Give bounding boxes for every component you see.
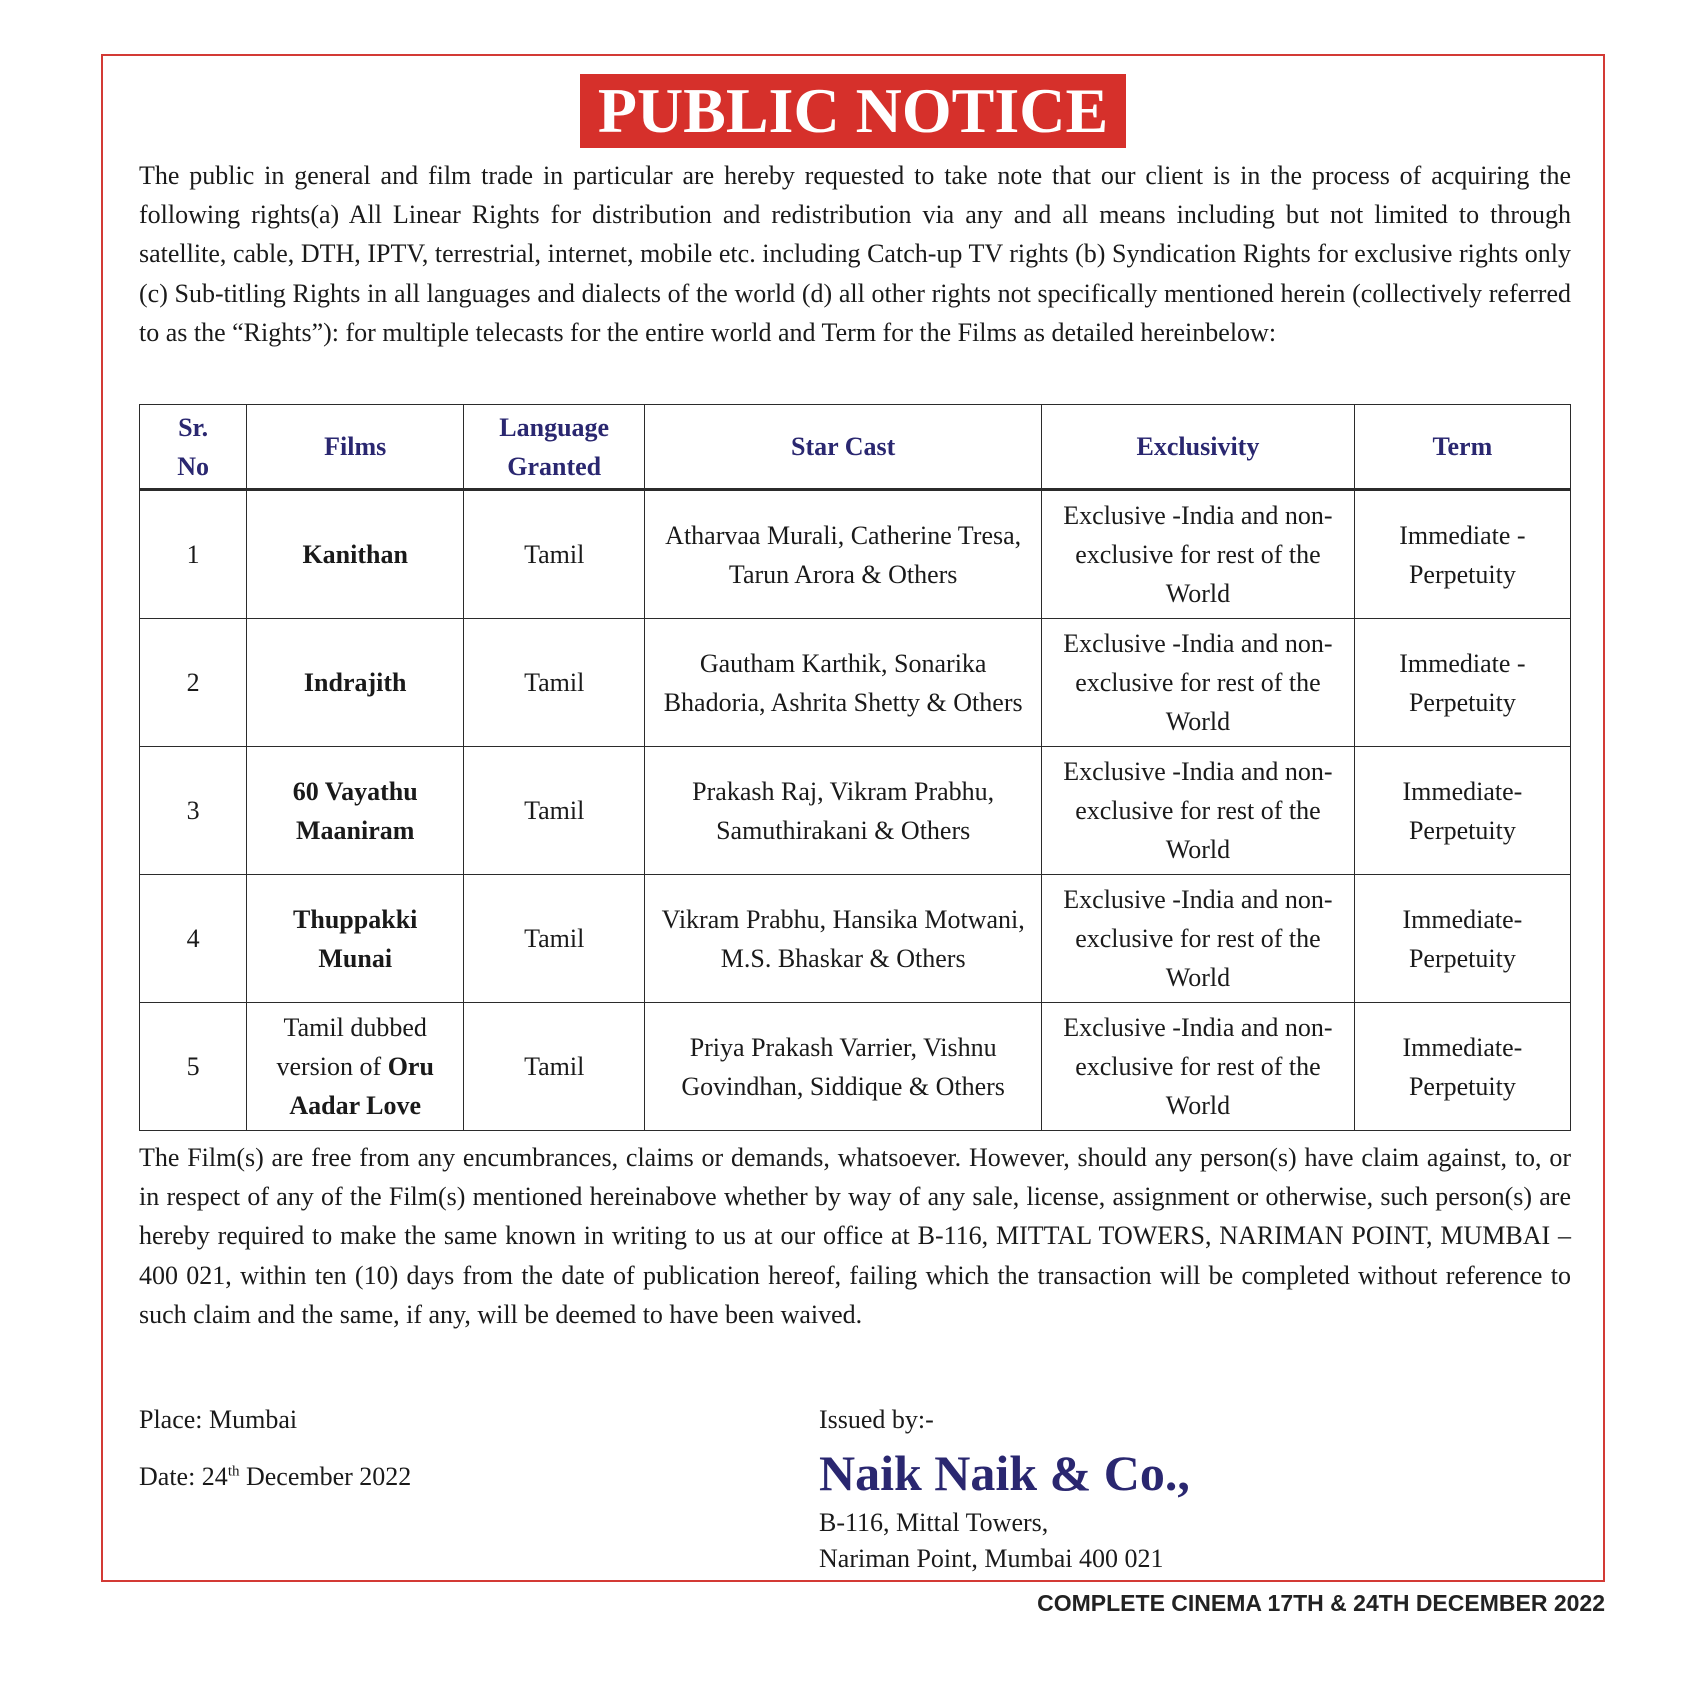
cell-term: Immediate - Perpetuity bbox=[1354, 490, 1570, 619]
films-table bbox=[139, 404, 1571, 1131]
header-sr-no bbox=[140, 405, 247, 490]
intro-paragraph: The public in general and film trade in particular are hereby requested to take note that our client is in the process of acquiring the following rights(a) All Linear Rights for distribution and redistribution via any and all means including but not limited to through satellite, cable, DTH, IPTV, terrestrial, internet, mobile etc. including Catch-up TV rights (b) Syndication Rights for exclusive rights only (c) Sub-titling Rights in all languages and dialects of the world (d) all other rights not specifically mentioned herein (collectively referred to as the “Rights”): for multiple telecasts for the entire world and Term for the Films as detailed hereinbelow: bbox=[139, 161, 1571, 347]
cell-language: Tamil bbox=[464, 619, 645, 747]
cell-cast: Gautham Karthik, Sonarika Bhadoria, Ashrita Shetty & Others bbox=[645, 619, 1042, 747]
notice-frame bbox=[101, 54, 1605, 1582]
cell-language: Tamil bbox=[464, 1003, 645, 1131]
date-prefix: Date: 24 bbox=[139, 1462, 228, 1491]
cell-sr: 2 bbox=[140, 619, 247, 747]
cell-exclusivity: Exclusive -India and non-exclusive for rest of the World bbox=[1042, 490, 1355, 619]
cell-sr: 3 bbox=[140, 747, 247, 875]
header-lang-line1: Language bbox=[499, 412, 610, 442]
table-row bbox=[140, 875, 1571, 1003]
cell-cast: Prakash Raj, Vikram Prabhu, Samuthirakani & Others bbox=[645, 747, 1042, 875]
header-sr-line1: Sr. bbox=[178, 412, 209, 442]
outro-paragraph: The Film(s) are free from any encumbrances, claims or demands, whatsoever. However, should any person(s) have claim against, to, or in respect of any of the Film(s) mentioned hereinabove whether by way of any sale, license, assignment or otherwise, such person(s) are hereby required to make the same known in writing to us at our office at B-116, MITTAL TOWERS, NARIMAN POINT, MUMBAI – 400 021, within ten (10) days from the date of publication hereof, failing which the transaction will be completed without reference to such claim and the same, if any, will be deemed to have been waived. bbox=[139, 1143, 1571, 1329]
publication-line: COMPLETE CINEMA 17TH & 24TH DECEMBER 2022 bbox=[1037, 1590, 1605, 1616]
cell-language: Tamil bbox=[464, 747, 645, 875]
table-row bbox=[140, 747, 1571, 875]
date bbox=[139, 1460, 411, 1494]
header-lang-line2: Granted bbox=[507, 451, 602, 481]
cell-film bbox=[247, 1003, 464, 1131]
cell-exclusivity: Exclusive -India and non-exclusive for rest of the World bbox=[1042, 875, 1355, 1003]
cell-sr: 4 bbox=[140, 875, 247, 1003]
date-suffix: December 2022 bbox=[239, 1462, 412, 1491]
header-language bbox=[464, 405, 645, 490]
table-header-row bbox=[140, 405, 1571, 490]
cell-exclusivity: Exclusive -India and non-exclusive for rest of the World bbox=[1042, 747, 1355, 875]
firm-name: Naik Naik & Co., bbox=[819, 1445, 1190, 1501]
cell-sr: 1 bbox=[140, 490, 247, 619]
cell-film: 60 Vayathu Maaniram bbox=[247, 747, 464, 875]
table-row bbox=[140, 490, 1571, 619]
cell-language: Tamil bbox=[464, 490, 645, 619]
cell-film: Thuppakki Munai bbox=[247, 875, 464, 1003]
cell-term: Immediate - Perpetuity bbox=[1354, 619, 1570, 747]
issued-by: Issued by:- bbox=[819, 1405, 934, 1434]
notice-title: PUBLIC NOTICE bbox=[580, 74, 1126, 148]
address-line-1: B-116, Mittal Towers, bbox=[819, 1508, 1049, 1537]
cell-cast: Priya Prakash Varrier, Vishnu Govindhan, Siddique & Others bbox=[645, 1003, 1042, 1131]
cell-language: Tamil bbox=[464, 875, 645, 1003]
cell-film: Indrajith bbox=[247, 619, 464, 747]
cell-sr: 5 bbox=[140, 1003, 247, 1131]
cell-term: Immediate- Perpetuity bbox=[1354, 875, 1570, 1003]
table-row bbox=[140, 1003, 1571, 1131]
cell-film: Kanithan bbox=[247, 490, 464, 619]
cell-exclusivity: Exclusive -India and non-exclusive for rest of the World bbox=[1042, 1003, 1355, 1131]
address-line-2: Nariman Point, Mumbai 400 021 bbox=[819, 1544, 1164, 1573]
cell-exclusivity: Exclusive -India and non-exclusive for rest of the World bbox=[1042, 619, 1355, 747]
film-title: Oru Aadar Love bbox=[289, 1052, 434, 1120]
header-star-cast: Star Cast bbox=[645, 405, 1042, 490]
header-films: Films bbox=[247, 405, 464, 490]
film-prefix: Tamil dubbed version of bbox=[276, 1013, 427, 1081]
cell-term: Immediate- Perpetuity bbox=[1354, 1003, 1570, 1131]
title-wrap bbox=[103, 74, 1603, 148]
cell-term: Immediate- Perpetuity bbox=[1354, 747, 1570, 875]
table-row bbox=[140, 619, 1571, 747]
header-term: Term bbox=[1354, 405, 1570, 490]
cell-cast: Atharvaa Murali, Catherine Tresa, Tarun Arora & Others bbox=[645, 490, 1042, 619]
header-sr-line2: No bbox=[177, 451, 210, 481]
header-exclusivity: Exclusivity bbox=[1042, 405, 1355, 490]
place: Place: Mumbai bbox=[139, 1405, 298, 1434]
date-suffix-sup: th bbox=[227, 1463, 240, 1480]
cell-cast: Vikram Prabhu, Hansika Motwani, M.S. Bhaskar & Others bbox=[645, 875, 1042, 1003]
